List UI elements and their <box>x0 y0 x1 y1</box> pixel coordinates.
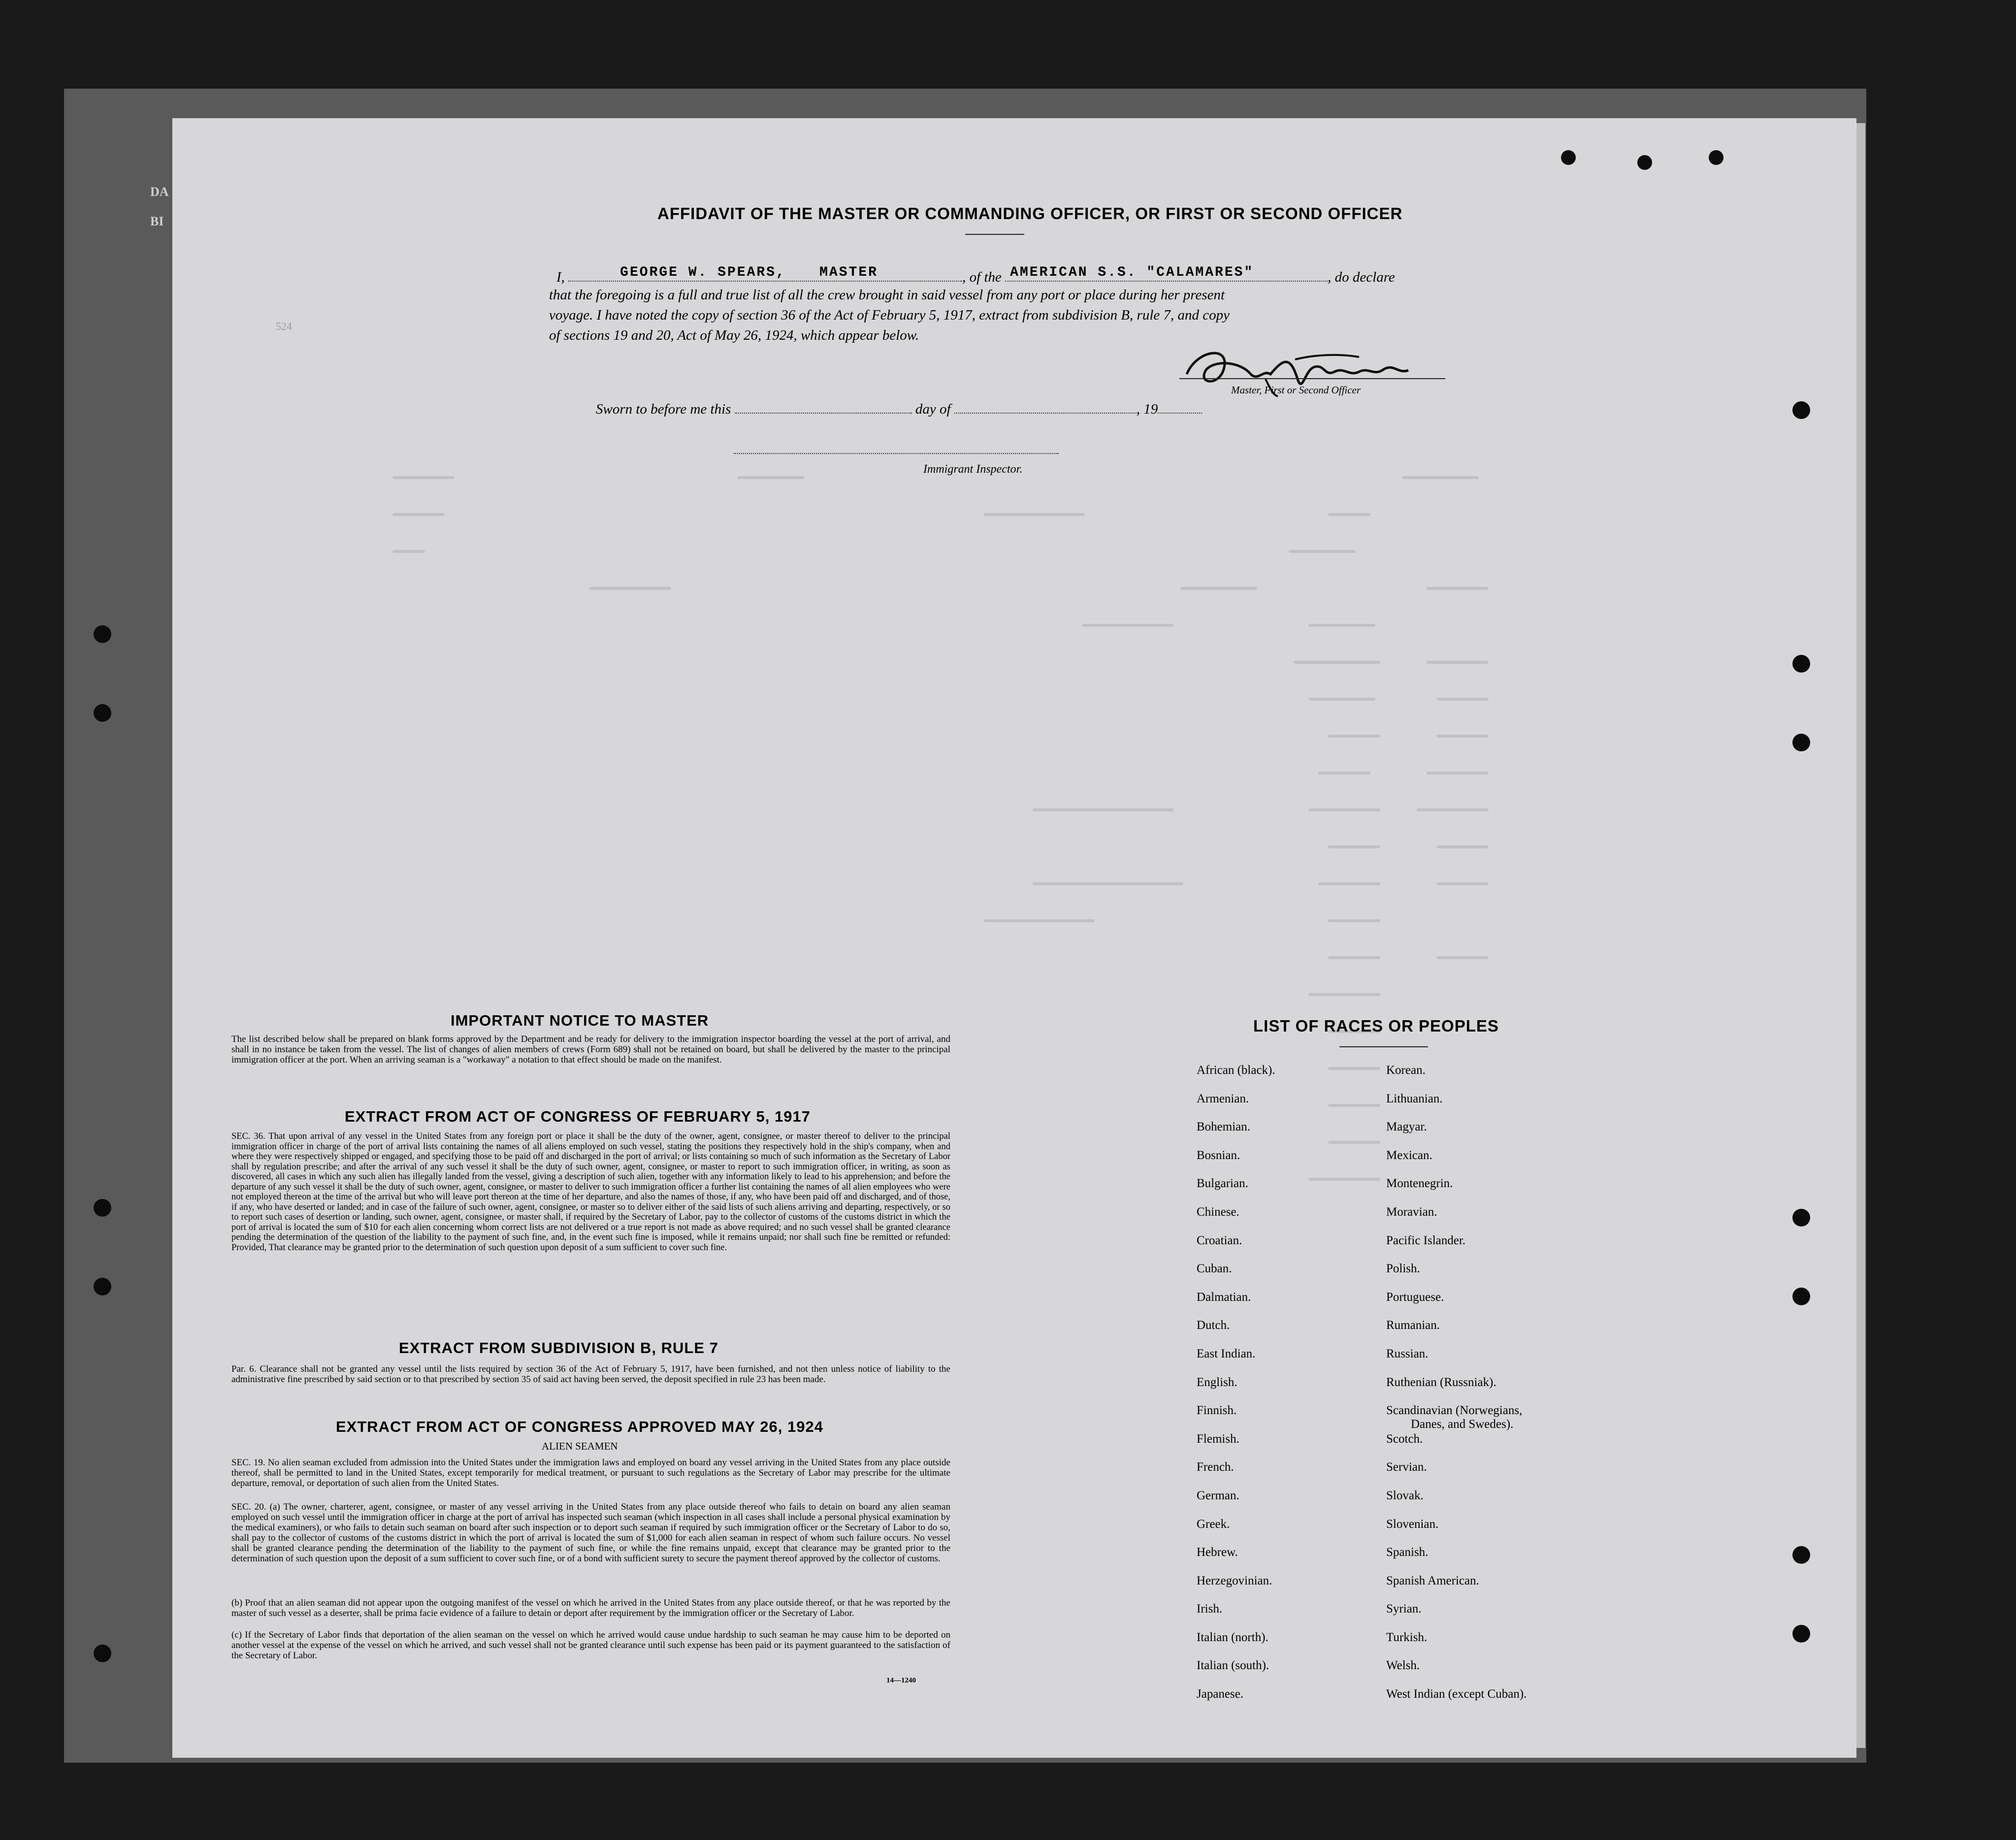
vessel-name: AMERICAN S.S. "CALAMARES" <box>1010 265 1254 280</box>
race-item: Bosnian. <box>1197 1148 1240 1162</box>
race-item: Cuban. <box>1197 1262 1232 1276</box>
signature-caption: Master, First or Second Officer <box>1231 384 1361 396</box>
extract-1917-body: SEC. 36. That upon arrival of any vessel in the United States from any foreign port or place it shall be the duty of the owner, agent, consignee, or master thereof to deliver to the principal immigration officer in charge of the port of arrival lists containing the names of all aliens employed on such vessel, stating the positions they respectively hold in the ship's company, when and where they were respectively shipped or engaged, and specifying those to be paid off and discharged in the port of arrival; or lists containing so much of such information as the Secretary of Labor shall by regulation prescribe; and after the arrival of any such vessel it shall be the duty of such owner, agent, consignee, or master to report to such immigration officer, in writing, as soon as discovered, all cases in which any such alien has illegally landed from the vessel, giving a description of such alien, together with any information likely to lead to his apprehension; and before the departure of any such vessel it shall be the duty of such owner, agent, consignee, or master to deliver to such immigration officer a further list containing the names of all alien employees who were not employed thereon at the time of the arrival but who will leave port thereon at the time of her departure, and also the names of those, if any, who have been paid off and discharged, and of those, if any, who have deserted or landed; and in case of the failure of such owner, agent, consignee, or master so to deliver either of the said lists of such aliens arriving and departing, respectively, or so to report such cases of desertion or landing, such owner, agent, consignee, or master shall, if required by the Secretary of Labor, pay to the collector of customs of the customs district in which the port of arrival is located the sum of $10 for each alien concerning whom correct lists are not delivered or a true report is not made as above required; and no such vessel shall be granted clearance pending the determination of the question of the liability to the payment of such fine, and, in the event such fine is imposed, while it remains unpaid; nor shall such fine be remitted or refunded: Provided, That clearance may be granted prior to the determination of such question upon deposit of a sum sufficient to cover such fine. <box>231 1131 950 1253</box>
affidavit-prefix: I, <box>556 269 565 285</box>
race-item: African (black). <box>1197 1064 1275 1077</box>
races-left-column <box>1197 1064 1374 1716</box>
race-item: Slovak. <box>1386 1488 1424 1502</box>
race-item: Portuguese. <box>1386 1290 1444 1304</box>
sec-20a-text: SEC. 20. (a) The owner, charterer, agent, consignee, or master of any vessel arriving in the United States from any place outside thereof who fails to detain on board any alien seaman employed on such vessel until the immigration officer in charge at the port of arrival has inspected such seaman (which inspection in all cases shall include a personal physical examination by the medical examiners), or who fails to detain such seaman on board after such inspection or to deport such seaman if required by such immigration officer or the Secretary of Labor to do so, shall pay to the collector of customs of the customs district in which the port of arrival is located the sum of $1,000 for each alien seaman in respect of whom such failure occurs. No vessel shall be granted clearance pending the determination of the liability to the payment of such fine, or while the fine remains unpaid, except that clearance may be granted prior to the determination of such question upon the deposit of a sum sufficient to cover such fine, or of a bond with sufficient surety to secure the payment thereof approved by the collector of customs. <box>231 1502 950 1564</box>
race-item: Finnish. <box>1197 1404 1237 1418</box>
race-item: Hebrew. <box>1197 1546 1238 1559</box>
sworn-day-field[interactable] <box>735 413 912 414</box>
extract-1924-subtitle: ALIEN SEAMEN <box>542 1440 618 1452</box>
race-item: Slovenian. <box>1386 1517 1439 1531</box>
race-item: Italian (north). <box>1197 1630 1268 1644</box>
race-item: Dalmatian. <box>1197 1290 1251 1304</box>
race-item: French. <box>1197 1460 1234 1474</box>
punch-hole <box>1792 734 1810 751</box>
margin-text: BI <box>150 214 164 228</box>
sec-19-text: SEC. 19. No alien seaman excluded from admission into the United States under the immigration laws and employed on board any vessel arriving in the United States from any place outside thereof, shall be permitted to land in the United States, except temporarily for medical treatment, or pursuant to such regulations as the Secretary of Labor may prescribe for the ultimate departure, removal, or deportation of such alien from the United States. <box>231 1457 950 1488</box>
sec-20b-text: (b) Proof that an alien seaman did not appear upon the outgoing manifest of the vessel on which he arrived in the United States from any place outside thereof, or that he was reported by the master of such vessel as a deserter, shall be prima facie evidence of a failure to detain or deport after requirement by the immigration officer or the Secretary of Labor. <box>231 1598 950 1618</box>
race-item: English. <box>1197 1375 1237 1389</box>
race-item: Croatian. <box>1197 1233 1242 1247</box>
sheet-edge <box>1856 123 1865 1748</box>
race-item: Irish. <box>1197 1602 1223 1616</box>
punch-hole <box>94 1199 111 1217</box>
form-number: 14—1240 <box>886 1677 916 1684</box>
race-item: Mexican. <box>1386 1148 1432 1162</box>
affidavit-line-1 <box>556 266 1395 286</box>
race-item: Pacific Islander. <box>1386 1233 1466 1247</box>
margin-text: DA <box>150 185 169 199</box>
race-item: West Indian (except Cuban). <box>1386 1687 1527 1701</box>
races-right-column <box>1386 1064 1662 1716</box>
punch-hole <box>1792 655 1810 673</box>
of-the-label: , of the <box>962 269 1002 285</box>
race-item: Chinese. <box>1197 1205 1239 1219</box>
race-item: Servian. <box>1386 1460 1427 1474</box>
punch-hole <box>1792 1546 1810 1564</box>
notice-title: IMPORTANT NOTICE TO MASTER <box>451 1012 709 1029</box>
affidavit-title: AFFIDAVIT OF THE MASTER OR COMMANDING OFFICER, OR FIRST OR SECOND OFFICER <box>657 204 1403 223</box>
race-item: Polish. <box>1386 1262 1420 1276</box>
race-item: Scandinavian (Norwegians, <box>1386 1404 1523 1418</box>
punch-hole <box>1561 150 1576 165</box>
vessel-field[interactable] <box>1005 266 1328 282</box>
race-item: Turkish. <box>1386 1630 1428 1644</box>
punch-hole <box>1792 1288 1810 1305</box>
master-name: GEORGE W. SPEARS, <box>620 265 786 280</box>
race-item: Syrian. <box>1386 1602 1422 1616</box>
master-rank: MASTER <box>819 265 878 280</box>
year-label: , 19 <box>1136 401 1158 417</box>
punch-hole <box>94 625 111 643</box>
extract-1917-title: EXTRACT FROM ACT OF CONGRESS OF FEBRUARY 5, 1917 <box>345 1108 811 1125</box>
punch-hole <box>1709 150 1723 165</box>
race-item: Spanish. <box>1386 1546 1429 1559</box>
race-item: Italian (south). <box>1197 1659 1269 1673</box>
punch-hole <box>94 704 111 722</box>
race-item: East Indian. <box>1197 1347 1256 1360</box>
title-rule <box>965 234 1024 235</box>
race-item: Ruthenian (Russniak). <box>1386 1375 1496 1389</box>
races-title: LIST OF RACES OR PEOPLES <box>1253 1017 1499 1035</box>
margin-note: 524 <box>276 320 292 332</box>
race-item: Japanese. <box>1197 1687 1244 1701</box>
race-item: Russian. <box>1386 1347 1429 1360</box>
race-item: Magyar. <box>1386 1120 1427 1134</box>
race-item: Dutch. <box>1197 1319 1230 1332</box>
affidavit-line-2: that the foregoing is a full and true list of all the crew brought in said vessel from any port or place during her present <box>549 287 1225 303</box>
sworn-label: Sworn to before me this <box>596 401 731 417</box>
day-of-label: day of <box>915 401 951 417</box>
punch-hole <box>94 1278 111 1295</box>
race-item-continued: Danes, and Swedes). <box>1411 1418 1514 1431</box>
punch-hole <box>94 1645 111 1662</box>
race-item: Moravian. <box>1386 1205 1437 1219</box>
inspector-caption: Immigrant Inspector. <box>923 463 1023 476</box>
extract-rule7-body: Par. 6. Clearance shall not be granted any vessel until the lists required by section 36 of the Act of February 5, 1917, have been furnished, and not then unless notice of liability to the administrative fine prescribed by said section or to that prescribed by section 35 of said act having been served, the deposit specified in rule 23 has been made. <box>231 1364 950 1385</box>
affidavit-line-3: voyage. I have noted the copy of section 36 of the Act of February 5, 1917, extract from subdivision B, rule 7, and copy <box>549 307 1230 323</box>
sworn-month-field[interactable] <box>954 413 1137 414</box>
affidavit-line-4: of sections 19 and 20, Act of May 26, 1924, which appear below. <box>549 327 919 343</box>
extract-rule7-title: EXTRACT FROM SUBDIVISION B, RULE 7 <box>399 1339 718 1356</box>
race-item: Lithuanian. <box>1386 1092 1443 1105</box>
race-item: Bohemian. <box>1197 1120 1251 1134</box>
races-title-rule <box>1339 1046 1428 1047</box>
extract-1924-title: EXTRACT FROM ACT OF CONGRESS APPROVED MAY 26, 1924 <box>336 1418 823 1435</box>
race-item: Greek. <box>1197 1517 1230 1531</box>
sworn-line <box>596 401 1202 418</box>
race-item: Spanish American. <box>1386 1574 1479 1587</box>
race-item: Korean. <box>1386 1064 1426 1077</box>
declare-label: , do declare <box>1328 269 1395 285</box>
race-item: Montenegrin. <box>1386 1177 1453 1191</box>
master-name-field[interactable] <box>568 266 962 282</box>
race-item: Flemish. <box>1197 1432 1239 1446</box>
race-item: Rumanian. <box>1386 1319 1440 1332</box>
notice-body: The list described below shall be prepared on blank forms approved by the Department and be ready for delivery to the immigration inspector boarding the vessel at the port of arrival, and shall in no instance be taken from the vessel. The list of changes of alien members of crews (Form 689) shall not be retained on board, but shall be delivered by the master to the principal immigration officer at the port. When an arriving seaman is a "workaway" a notation to that effect should be made on the manifest. <box>231 1034 950 1065</box>
race-item: Armenian. <box>1197 1092 1249 1105</box>
race-item: Scotch. <box>1386 1432 1423 1446</box>
punch-hole <box>1792 1625 1810 1643</box>
punch-hole <box>1792 1209 1810 1227</box>
punch-hole <box>1792 401 1810 419</box>
race-item: Bulgarian. <box>1197 1177 1248 1191</box>
race-item: Herzegovinian. <box>1197 1574 1272 1587</box>
punch-hole <box>1637 155 1652 170</box>
race-item: German. <box>1197 1488 1239 1502</box>
sec-20c-text: (c) If the Secretary of Labor finds that deportation of the alien seaman on the vessel on which he arrived would cause undue hardship to such seaman he may cause him to be deported on another vessel at the expense of the vessel on which he arrived, and such vessel shall not be granted clearance until such expense has been paid or its payment guaranteed to the satisfaction of the Secretary of Labor. <box>231 1630 950 1661</box>
race-item: Welsh. <box>1386 1659 1420 1673</box>
sworn-year-field[interactable] <box>1158 413 1202 414</box>
inspector-signature-line[interactable] <box>734 453 1059 454</box>
signature-rule <box>1179 378 1445 379</box>
